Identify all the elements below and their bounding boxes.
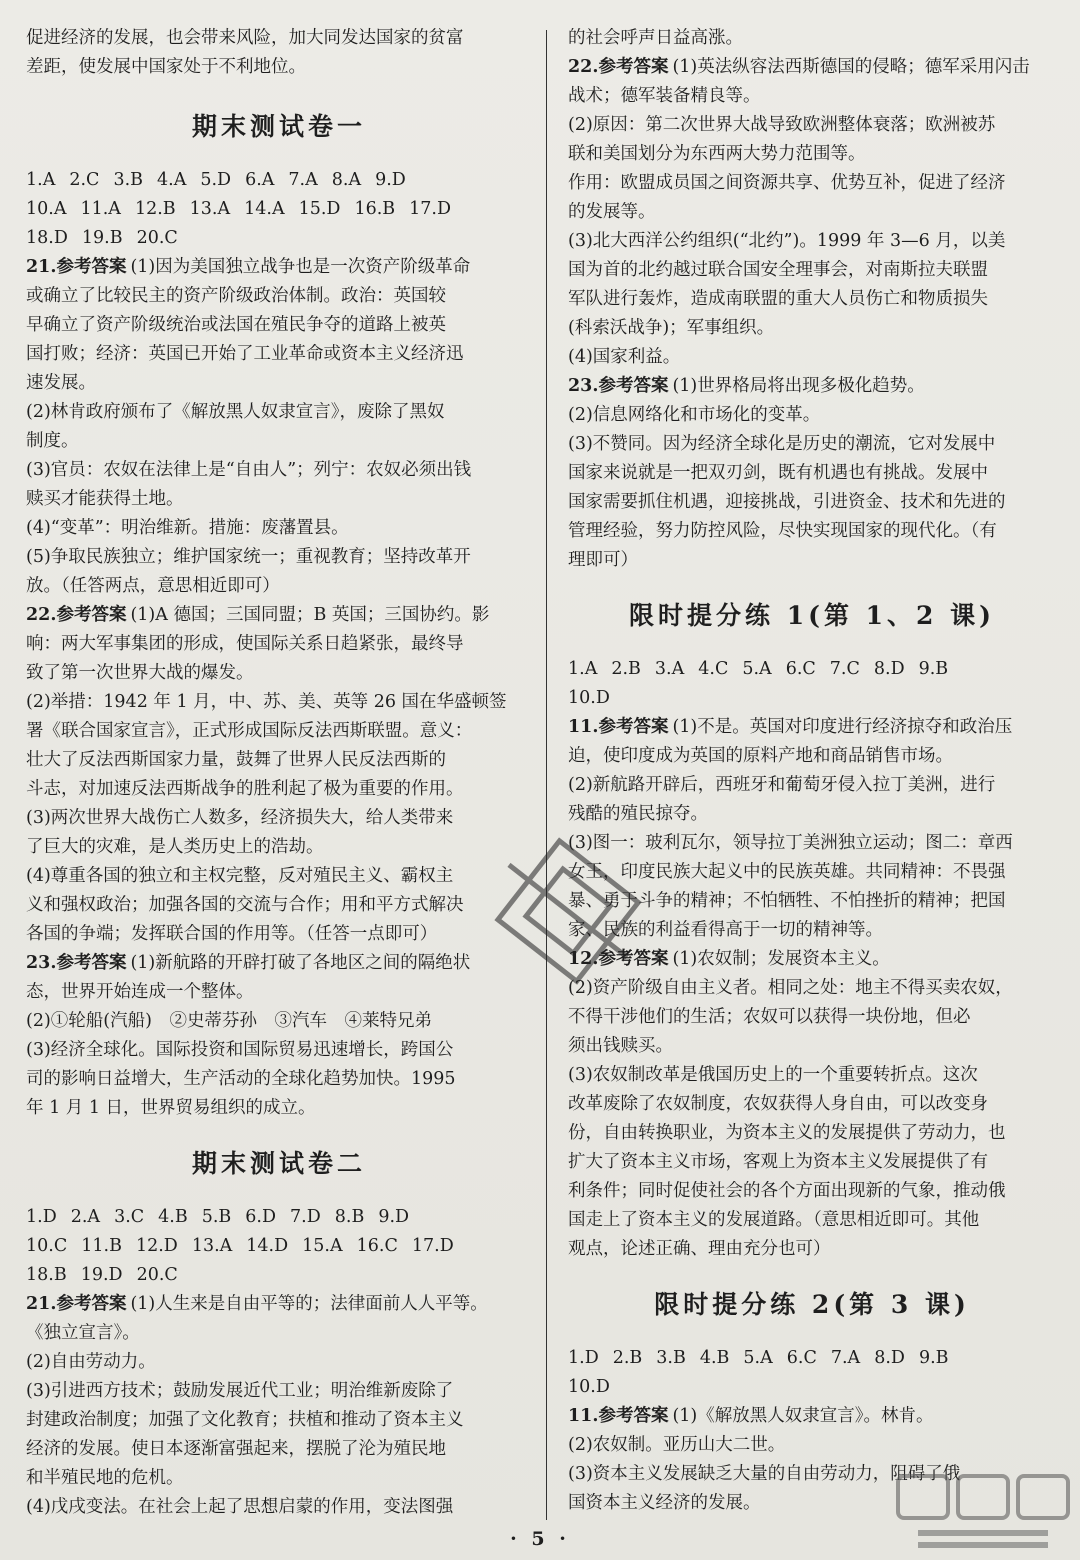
stamp-logo-icon [470, 830, 660, 1000]
mc-answers-row: 10.A 11.A 12.B 13.A 14.A 15.D 16.B 17.D [26, 199, 452, 219]
intro-line: 促进经济的发展，也会带来风险，加大同发达国家的贫富 [26, 28, 464, 48]
answer-block-q12: 12.参考答案 (1)农奴制；发展资本主义。 (2)资产阶级自由主义者。相同之处：地主不得买卖农奴， 不得干涉他们的生活；农奴可以获得一块份地，但必 须出钱赎买。 (3)农奴制改革是俄国历史上的一个重要转折点。这次 改革废除了农奴制度，农奴获得人身自由，可以改变身 份，自由转换职业，为资本主义的发展提供了劳动力，也 扩大了资本主义市场，客观上为资本主义发展提供了有 利条件；同时促使社会的各个方面出现新的气象，推动俄 国走上了资本主义的发展道路。（意思相近即可。其他 观点，论述正确、理由充分也可） [568, 949, 1013, 1259]
answer-block-q23: 23.参考答案 (1)世界格局将出现多极化趋势。 (2)信息网络化和市场化的变革。 (3)不赞同。因为经济全球化是历史的潮流，它对发展中 国家来说就是一把双刃剑，既有机遇也有挑战。发展中 国家需要抓住机遇，迎接挑战，引进资金、技术和先进的 管理经验，努力防控风险，尽快实现国家的现代化。（有 理即可） [568, 376, 1006, 570]
right-column [568, 24, 1056, 1518]
mc-answers-row: 10.C 11.B 12.D 13.A 14.D 15.A 16.C 17.D [26, 1236, 454, 1256]
mc-answers-row: 1.A 2.B 3.A 4.C 5.A 6.C 7.C 8.D 9.B [568, 659, 949, 679]
mc-answers-row: 18.D 19.B 20.C [26, 228, 178, 248]
section-title-exam1: 期末测试卷一 [191, 112, 366, 141]
answer-block-q22: 22.参考答案 (1)英法纵容法西斯德国的侵略；德军采用闪击 战术；德军装备精良等。 (2)原因：第二次世界大战导致欧洲整体衰落；欧洲被苏 联和美国划分为东西两大势力范围等。 作用：欧盟成员国之间资源共享、优势互补，促进了经济 的发展等。 (3)北大西洋公约组织(“北约”)。1999 年 3—6 月，以美 国为首的北约越过联合国安全理事会，对南斯拉夫联盟 军队进行轰炸，造成南联盟的重大人员伤亡和物质损失 (科索沃战争)；军事组织。 (4)国家利益。 [568, 57, 1030, 367]
answer-block-q11: 11.参考答案 (1)不是。英国对印度进行经济掠夺和政治压 迫，使印度成为英国的原料产地和商品销售市场。 (2)新航路开辟后，西班牙和葡萄牙侵入拉丁美洲，进行 残酷的殖民掠夺。 (3)图一：玻利瓦尔，领导拉丁美洲独立运动；图二：章西 女王，印度民族大起义中的民族英雄。共同精神：不畏强 暴、勇于斗争的精神；不怕牺牲、不怕挫折的精神；把国 家、民族的利益看得高于一切的精神等。 [568, 717, 1013, 940]
section-title-drill1: 限时提分练 1(第 1、2 课) [629, 601, 995, 630]
page-number: · 5 · [510, 1528, 570, 1550]
mc-answers-row: 1.A 2.C 3.B 4.A 5.D 6.A 7.A 8.A 9.D [26, 170, 406, 190]
answer-block-q11: 11.参考答案 (1)《解放黑人奴隶宣言》。林肯。 (2)农奴制。亚历山大二世。 (3)资本主义发展缺乏大量的自由劳动力，阻碍了俄 国资本主义经济的发展。 [568, 1406, 961, 1513]
left-column [26, 24, 532, 1522]
answer-block-q21: 21.参考答案 (1)人生来是自由平等的；法律面前人人平等。 《独立宣言》。 (2)自由劳动力。 (3)引进西方技术；鼓励发展近代工业；明治维新废除了 封建政治制度；加强了文化教育；扶植和推动了资本主义 经济的发展。使日本逐渐富强起来，摆脱了沦为殖民地 和半殖民地的危机。 (4)戊戌变法。在社会上起了思想启蒙的作用，变法图强 [26, 1294, 488, 1517]
mc-answers-row: 1.D 2.B 3.B 4.B 5.A 6.C 7.A 8.D 9.B [568, 1348, 949, 1368]
answer-block-q23: 23.参考答案 (1)新航路的开辟打破了各地区之间的隔绝状 态，世界开始连成一个整体。 (2)①轮船(汽船) ②史蒂芬孙 ③汽车 ④莱特兄弟 (3)经济全球化。国际投资和国际贸易迅速增长，跨国公 司的影响日益增大，生产活动的全球化趋势加快。1995 年 1 月 1 日，世界贸易组织的成立。 [26, 953, 471, 1118]
answer-block-q21: 21.参考答案 (1)因为美国独立战争也是一次资产阶级革命 或确立了比较民主的资产阶级政治体制。政治：英国较 早确立了资产阶级统治或法国在殖民争夺的道路上被英 国打败；经济：英国已开始了工业革命或资本主义经济迅 速发展。 (2)林肯政府颁布了《解放黑人奴隶宣言》，废除了黑奴 制度。 (3)官员：农奴在法律上是“自由人”；列宁：农奴必须出钱 赎买才能获得土地。 (4)“变革”：明治维新。措施：废藩置县。 (5)争取民族独立；维护国家统一；重视教育；坚持改革开 放。（任答两点，意思相近即可） [26, 257, 472, 596]
section-title-drill2: 限时提分练 2(第 3 课) [654, 1290, 970, 1319]
continued-line: 的社会呼声日益高涨。 [568, 28, 743, 48]
section-title-exam2: 期末测试卷二 [191, 1149, 366, 1178]
mc-answers-row: 1.D 2.A 3.C 4.B 5.B 6.D 7.D 8.B 9.D [26, 1207, 410, 1227]
intro-line: 差距，使发展中国家处于不利地位。 [26, 57, 306, 77]
mc-answers-row: 10.D [568, 688, 610, 708]
mc-answers-row: 10.D [568, 1377, 610, 1397]
mc-answers-row: 18.B 19.D 20.C [26, 1265, 178, 1285]
answer-block-q22: 22.参考答案 (1)A 德国；三国同盟；B 英国；三国协约。影 响：两大军事集团的形成，使国际关系日趋紧张，最终导 致了第一次世界大战的爆发。 (2)举措：1942 年 1 月，中、苏、美、英等 26 国在华盛顿签 署《联合国家宣言》，正式形成国际反法西斯联盟。意义： 壮大了反法西斯国家力量，鼓舞了世界人民反法西斯的 斗志，对加速反法西斯战争的胜利起了极为重要的作用。 (3)两次世界大战伤亡人数多，经济损失大，给人类带来 了巨大的灾难，是人类历史上的浩劫。 (4)尊重各国的独立和主权完整，反对殖民主义、霸权主 义和强权政治；加强各国的交流与合作；用和平方式解决 各国的争端；发挥联合国的作用等。（任答一点即可） [26, 605, 507, 944]
column-divider [546, 30, 547, 1520]
